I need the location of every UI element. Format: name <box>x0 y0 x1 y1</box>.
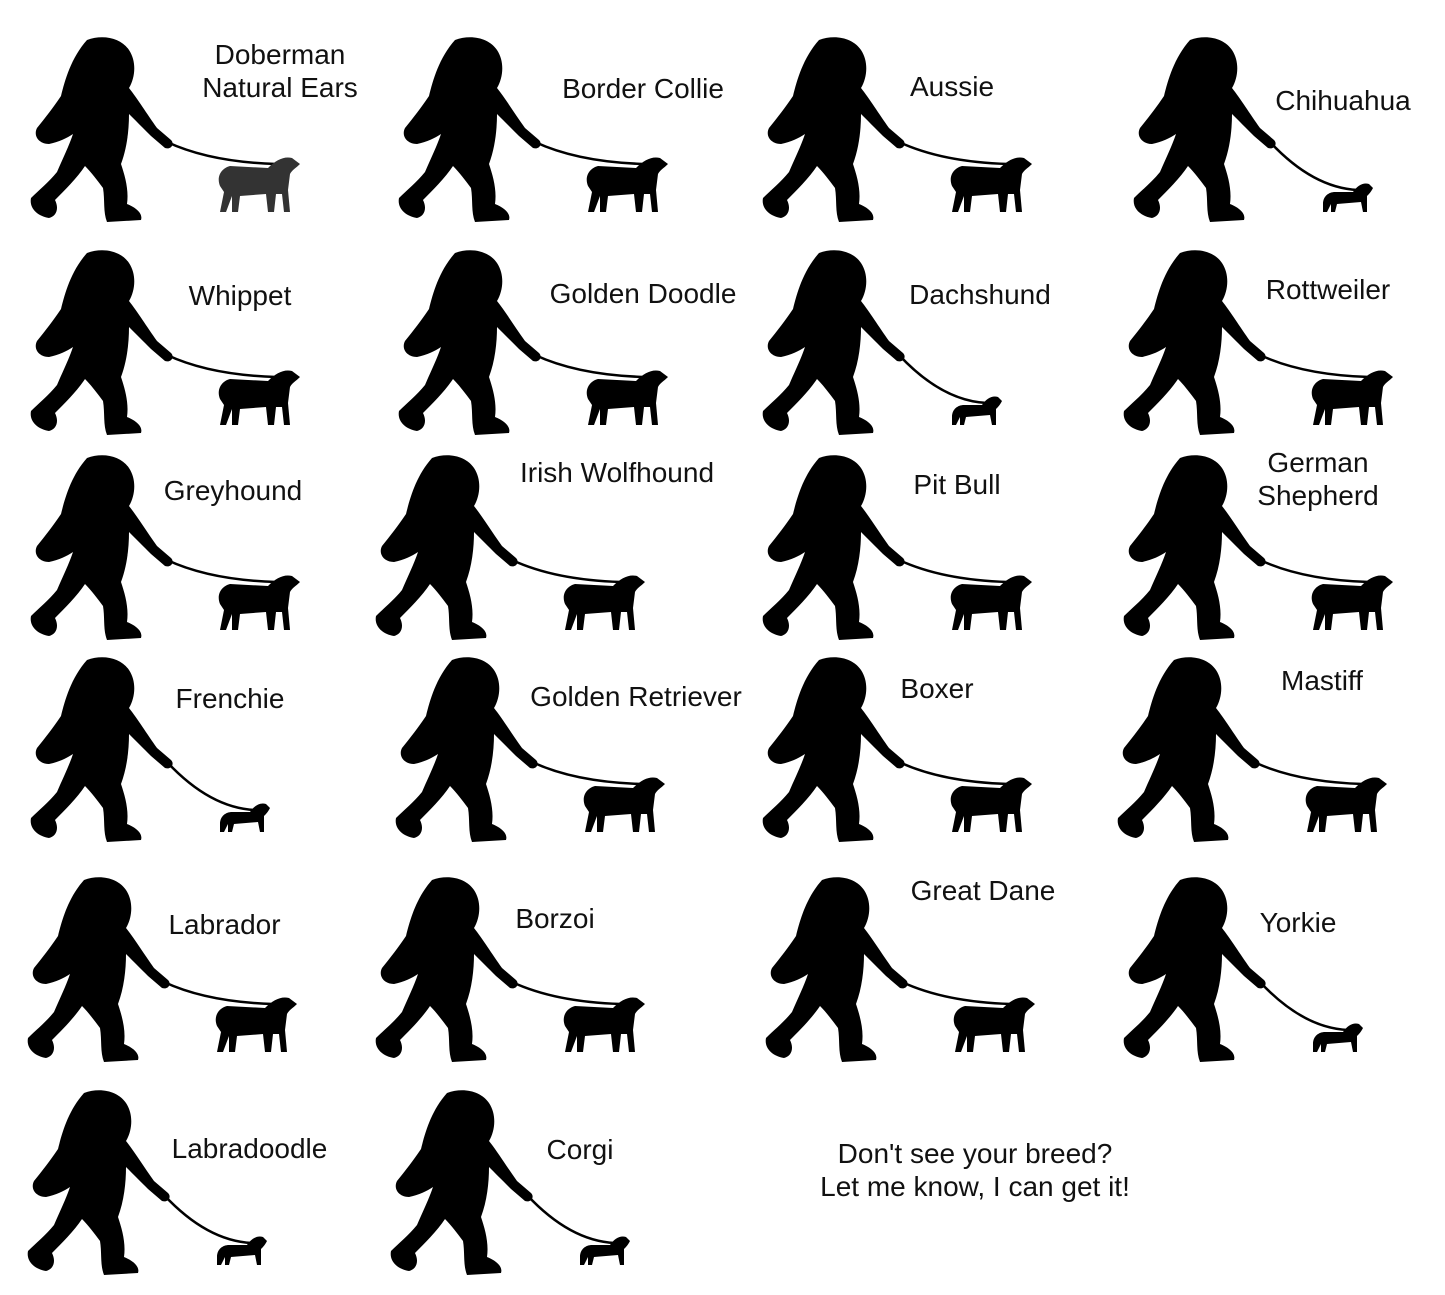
breed-tile <box>393 32 753 242</box>
bigfoot-silhouette <box>763 37 905 222</box>
pit-bull-icon <box>951 575 1032 630</box>
breed-label: Border Collie <box>562 73 724 104</box>
breed-tile <box>370 872 730 1082</box>
breed-label: Chihuahua <box>1275 85 1411 116</box>
great-dane-icon <box>954 997 1035 1052</box>
leash <box>512 982 621 1004</box>
bigfoot-silhouette <box>31 37 173 222</box>
leash <box>899 142 1008 164</box>
leash <box>1270 142 1358 190</box>
bigfoot-icon <box>22 1085 382 1295</box>
bigfoot-silhouette <box>399 250 541 435</box>
bigfoot-silhouette <box>1134 37 1276 222</box>
breed-tile <box>25 245 385 455</box>
bigfoot-silhouette <box>1124 877 1266 1062</box>
breed-label: Corgi <box>546 1134 614 1165</box>
breed-tile <box>1128 32 1445 242</box>
bigfoot-icon <box>393 32 753 242</box>
bigfoot-icon <box>757 245 1117 455</box>
breed-label: Pit Bull <box>913 469 1001 500</box>
breed-label: Doberman Natural Ears <box>202 39 358 103</box>
aussie-icon <box>951 157 1032 212</box>
breed-tile <box>22 1085 382 1295</box>
leash <box>535 355 644 377</box>
border-collie-icon <box>587 157 668 212</box>
breed-tile <box>1118 447 1445 660</box>
whippet-icon <box>219 370 300 425</box>
bigfoot-silhouette <box>763 657 905 842</box>
leash <box>167 560 276 582</box>
bigfoot-silhouette <box>28 877 170 1062</box>
footer-line-2: Let me know, I can get it! <box>820 1171 1130 1202</box>
bigfoot-silhouette <box>1118 657 1260 842</box>
breed-tile <box>25 32 385 242</box>
breed-tile <box>393 245 753 455</box>
greyhound-icon <box>219 575 300 630</box>
breed-label: Frenchie <box>175 683 285 714</box>
footer-note <box>760 1137 1190 1203</box>
bigfoot-silhouette <box>1124 250 1266 435</box>
bigfoot-silhouette <box>1124 455 1266 640</box>
breed-tile <box>370 450 730 660</box>
bigfoot-silhouette <box>376 455 518 640</box>
breed-label: Labrador <box>168 909 281 940</box>
borzoi-icon <box>564 997 645 1052</box>
breed-label: Golden Retriever <box>530 681 742 712</box>
bigfoot-silhouette <box>763 455 905 640</box>
breed-label: Labradoodle <box>171 1133 328 1164</box>
leash <box>899 355 987 403</box>
leash <box>1260 355 1369 377</box>
breed-label: Great Dane <box>910 875 1056 906</box>
breed-tile <box>25 652 385 862</box>
breed-label: Greyhound <box>163 475 303 506</box>
leash <box>899 560 1008 582</box>
breed-tile <box>390 652 750 862</box>
golden-retriever-icon <box>584 777 665 832</box>
bigfoot-silhouette <box>763 250 905 435</box>
breed-label: Aussie <box>909 71 995 102</box>
bigfoot-icon <box>25 245 385 455</box>
bigfoot-silhouette <box>28 1090 170 1275</box>
breed-tile <box>757 245 1117 455</box>
mastiff-icon <box>1306 777 1387 832</box>
labrador-icon <box>216 997 297 1052</box>
leash <box>1260 560 1369 582</box>
breed-label: Borzoi <box>515 903 595 934</box>
leash <box>1260 982 1348 1030</box>
breed-tile <box>22 872 382 1082</box>
leash <box>167 142 276 164</box>
breed-tile <box>385 1085 745 1295</box>
breed-label: Boxer <box>900 673 974 704</box>
bigfoot-silhouette <box>399 37 541 222</box>
leash <box>1254 762 1363 784</box>
german-shepherd-icon <box>1312 575 1393 630</box>
bigfoot-icon <box>757 32 1117 242</box>
footer-line-1: Don't see your breed? <box>837 1138 1113 1169</box>
breed-label: Golden Doodle <box>549 278 737 309</box>
leash <box>167 355 276 377</box>
breed-tile <box>757 652 1117 862</box>
leash <box>532 762 641 784</box>
boxer-icon <box>951 777 1032 832</box>
breed-label: Yorkie <box>1259 907 1337 938</box>
breed-tile <box>760 872 1120 1082</box>
irish-wolfhound-icon <box>564 575 645 630</box>
bigfoot-icon <box>1118 872 1445 1082</box>
breed-tile <box>1112 652 1445 862</box>
breed-tile <box>1118 245 1445 455</box>
leash <box>902 982 1011 1004</box>
bigfoot-icon <box>1128 32 1445 242</box>
leash <box>512 560 621 582</box>
doberman-icon <box>219 157 300 212</box>
rottweiler-icon <box>1312 370 1393 425</box>
breed-label: Irish Wolfhound <box>519 457 715 488</box>
leash <box>164 982 273 1004</box>
breed-tile <box>757 450 1117 660</box>
leash <box>899 762 1008 784</box>
breed-tile <box>1118 872 1445 1082</box>
breed-label: Whippet <box>188 280 292 311</box>
breed-label: German Shepherd <box>1257 447 1379 511</box>
breed-label: Rottweiler <box>1265 274 1391 305</box>
leash <box>527 1195 615 1243</box>
leash <box>535 142 644 164</box>
bigfoot-icon <box>385 1085 745 1295</box>
bigfoot-silhouette <box>376 877 518 1062</box>
bigfoot-silhouette <box>766 877 908 1062</box>
bigfoot-silhouette <box>391 1090 533 1275</box>
leash <box>167 762 255 810</box>
breed-tile <box>757 32 1117 242</box>
breed-label: Mastiff <box>1281 665 1363 696</box>
breed-label: Dachshund <box>909 279 1051 310</box>
bigfoot-icon <box>22 872 382 1082</box>
leash <box>164 1195 252 1243</box>
bigfoot-silhouette <box>31 250 173 435</box>
bigfoot-silhouette <box>396 657 538 842</box>
bigfoot-silhouette <box>31 455 173 640</box>
bigfoot-silhouette <box>31 657 173 842</box>
golden-doodle-icon <box>587 370 668 425</box>
breed-tile <box>25 450 385 660</box>
